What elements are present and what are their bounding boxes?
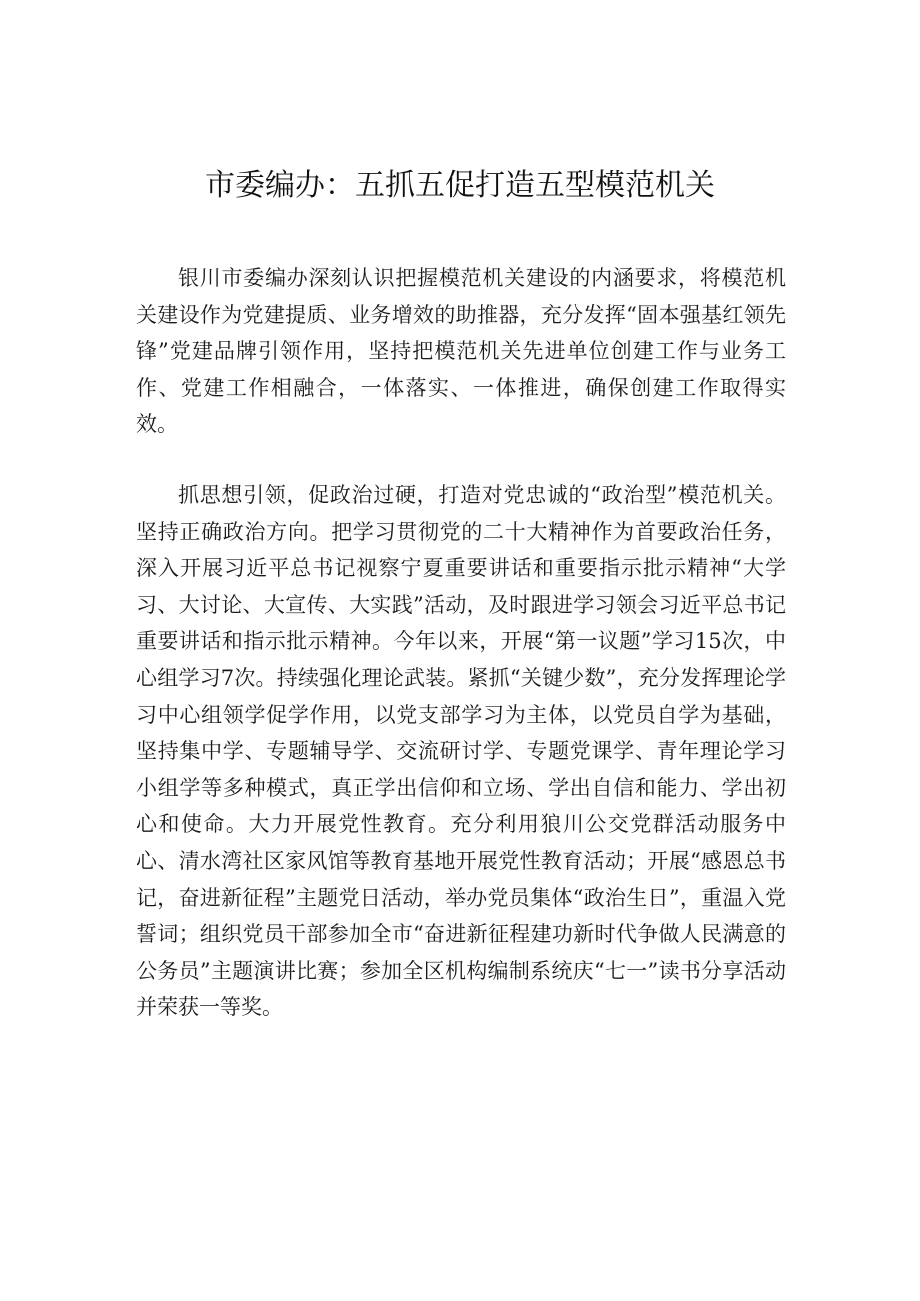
document-title: 市委编办：五抓五促打造五型模范机关: [205, 168, 715, 203]
paragraph-political: 抓思想引领，促政治过硬，打造对党忠诚的“政治型”模范机关。坚持正确政治方向。把学习贯彻党的二十大精神作为首要政治任务，深入开展习近平总书记视察宁夏重要讲话和重要指示批示精神“大学习、大讨论、大宣传、大实践”活动，及时跟进学习领会习近平总书记重要讲话和指示批示精神。今年以来，开展“第一议题”学习15次，中心组学习7次。持续强化理论武装。紧抓“关键少数”，充分发挥理论学习中心组领学促学作用，以党支部学习为主体，以党员自学为基础，坚持集中学、专题辅导学、交流研讨学、专题党课学、青年理论学习小组学等多种模式，真正学出信仰和立场、学出自信和能力、学出初心和使命。大力开展党性教育。充分利用狼川公交党群活动服务中心、清水湾社区家风馆等教育基地开展党性教育活动；开展“感恩总书记，奋进新征程”主题党日活动，举办党员集体“政治生日”，重温入党誓词；组织党员干部参加全市“奋进新征程建功新时代争做人民满意的公务员”主题演讲比赛；参加全区机构编制系统庆“七一”读书分享活动并荣获一等奖。: [136, 483, 786, 1020]
paragraph-intro: 银川市委编办深刻认识把握模范机关建设的内涵要求，将模范机关建设作为党建提质、业务增效的助推器，充分发挥“固本强基红领先锋”党建品牌引领作用，坚持把模范机关先进单位创建工作与业务工作、党建工作相融合，一体落实、一体推进，确保创建工作取得实效。: [136, 266, 786, 437]
